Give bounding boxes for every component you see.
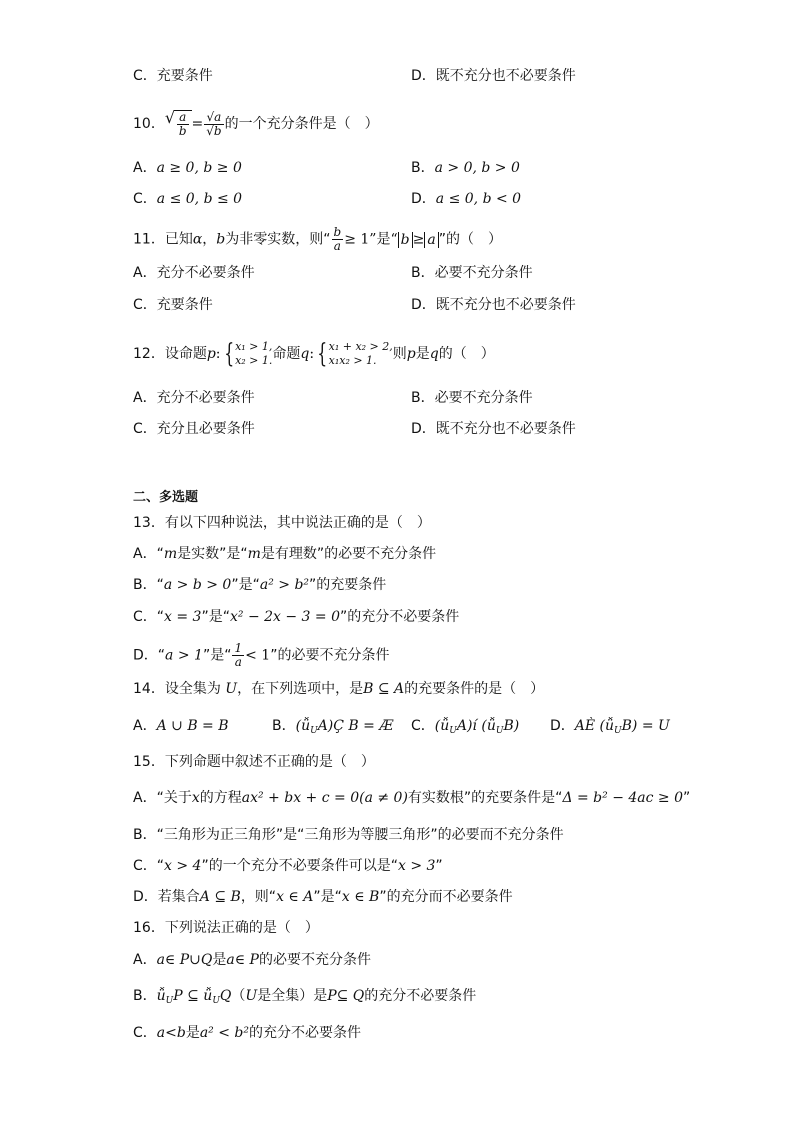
q13-option-d: D．“a > 1”是“ $\frac{1}{a}$ < 1”的必要不充分条件	[133, 641, 390, 669]
section-heading: 二、多选题	[133, 490, 199, 505]
q14-option-d: D．AÈ $(ǚ_UB) = U$	[550, 718, 670, 736]
q10-option-b: B．a > 0, b > 0	[411, 160, 520, 176]
q9-option-c: C．充要条件	[133, 68, 213, 84]
q11-option-a: A．充分不必要条件	[133, 265, 255, 281]
q10-fraction-sqrts: $\frac{√a}{√b}$	[206, 109, 222, 138]
q16-option-b: B．$ǚ_UP$ ⊆ $ǚ_UQ(U$是全集）是P⊆ Q的充分不必要条件	[133, 988, 477, 1006]
q12-option-d: D．既不充分也不必要条件	[411, 421, 576, 437]
q12-option-c: C．充分且必要条件	[133, 421, 255, 437]
q16-option-a: A．a∈ P∪Q是a∈ P的必要不充分条件	[133, 952, 371, 968]
q15-option-b: B．“三角形为正三角形”是“三角形为等腰三角形”的必要而不充分条件	[133, 827, 564, 843]
q13-option-c: C．“x = 3”是“x² − 2x − 3 = 0”的充分不必要条件	[133, 609, 460, 625]
q10-stem: 10． √ $\frac{a}{b}$ = $\frac{√a}{√b}$ 的一个充分条件是（ ）	[133, 108, 379, 138]
q15-option-d: D．若集合A ⊆ B，则“x ∈ A”是“x ∈ B”的充分而不必要条件	[133, 889, 513, 905]
q11-option-d: D．既不充分也不必要条件	[411, 297, 576, 313]
q10-option-a: A．a ≥ 0, b ≥ 0	[133, 160, 242, 176]
q12-system-q: x₁ + x₂ > 2, x₁x₂ > 1.	[328, 340, 393, 367]
q12-system-p: x₁ > 1, x₂ > 1.	[235, 340, 273, 367]
q11-stem: 11．已知α，b为非零实数，则“ $\frac{b}{a}$ ≥ 1”是“ b ≥ a ”的（ ）	[133, 225, 502, 253]
q16-option-c: C．a<b是a² < b²的充分不必要条件	[133, 1025, 361, 1041]
q12-option-a: A．充分不必要条件	[133, 390, 255, 406]
q13-stem: 13．有以下四种说法，其中说法正确的是（ ）	[133, 515, 431, 531]
q14-option-a: A．A ∪ B = B	[133, 718, 229, 734]
q13-option-a: A．“m是实数”是“m是有理数”的必要不充分条件	[133, 546, 437, 562]
q16-stem: 16．下列说法正确的是（ ）	[133, 920, 319, 936]
q13-option-b: B．“a > b > 0”是“a² > b²”的充要条件	[133, 577, 387, 593]
q9-option-d: D．既不充分也不必要条件	[411, 68, 576, 84]
q15-option-a: A．“关于x的方程ax² + bx + c = 0(a ≠ 0)有实数根”的充要条件是“Δ = b² − 4ac ≥ 0”	[133, 790, 691, 806]
q14-option-c: C．$(ǚ_UA)í$ $(ǚ_UB)$	[411, 718, 520, 736]
q15-stem: 15．下列命题中叙述不正确的是（ ）	[133, 754, 375, 770]
q12-option-b: B．必要不充分条件	[411, 390, 533, 406]
q14-stem: 14．设全集为 U，在下列选项中，是B ⊆ A的充要条件的是（ ）	[133, 681, 545, 697]
q11-option-c: C．充要条件	[133, 297, 213, 313]
q14-option-b: B．$(ǚ_UA)Ç$ B = Æ	[272, 718, 394, 736]
q15-option-c: C．“x > 4”的一个充分不必要条件可以是“x > 3”	[133, 858, 443, 874]
q10-option-d: D．a ≤ 0, b < 0	[411, 191, 522, 207]
q11-option-b: B．必要不充分条件	[411, 265, 533, 281]
q10-option-c: C．a ≤ 0, b ≤ 0	[133, 191, 243, 207]
q10-sqrt-fraction: √ $\frac{a}{b}$	[165, 110, 192, 138]
q12-stem: 12．设命题p: { x₁ > 1, x₂ > 1. 命题q: { x₁ + x₂ > 2, x₁x₂ > 1. 则p是q的（ ）	[133, 339, 495, 369]
